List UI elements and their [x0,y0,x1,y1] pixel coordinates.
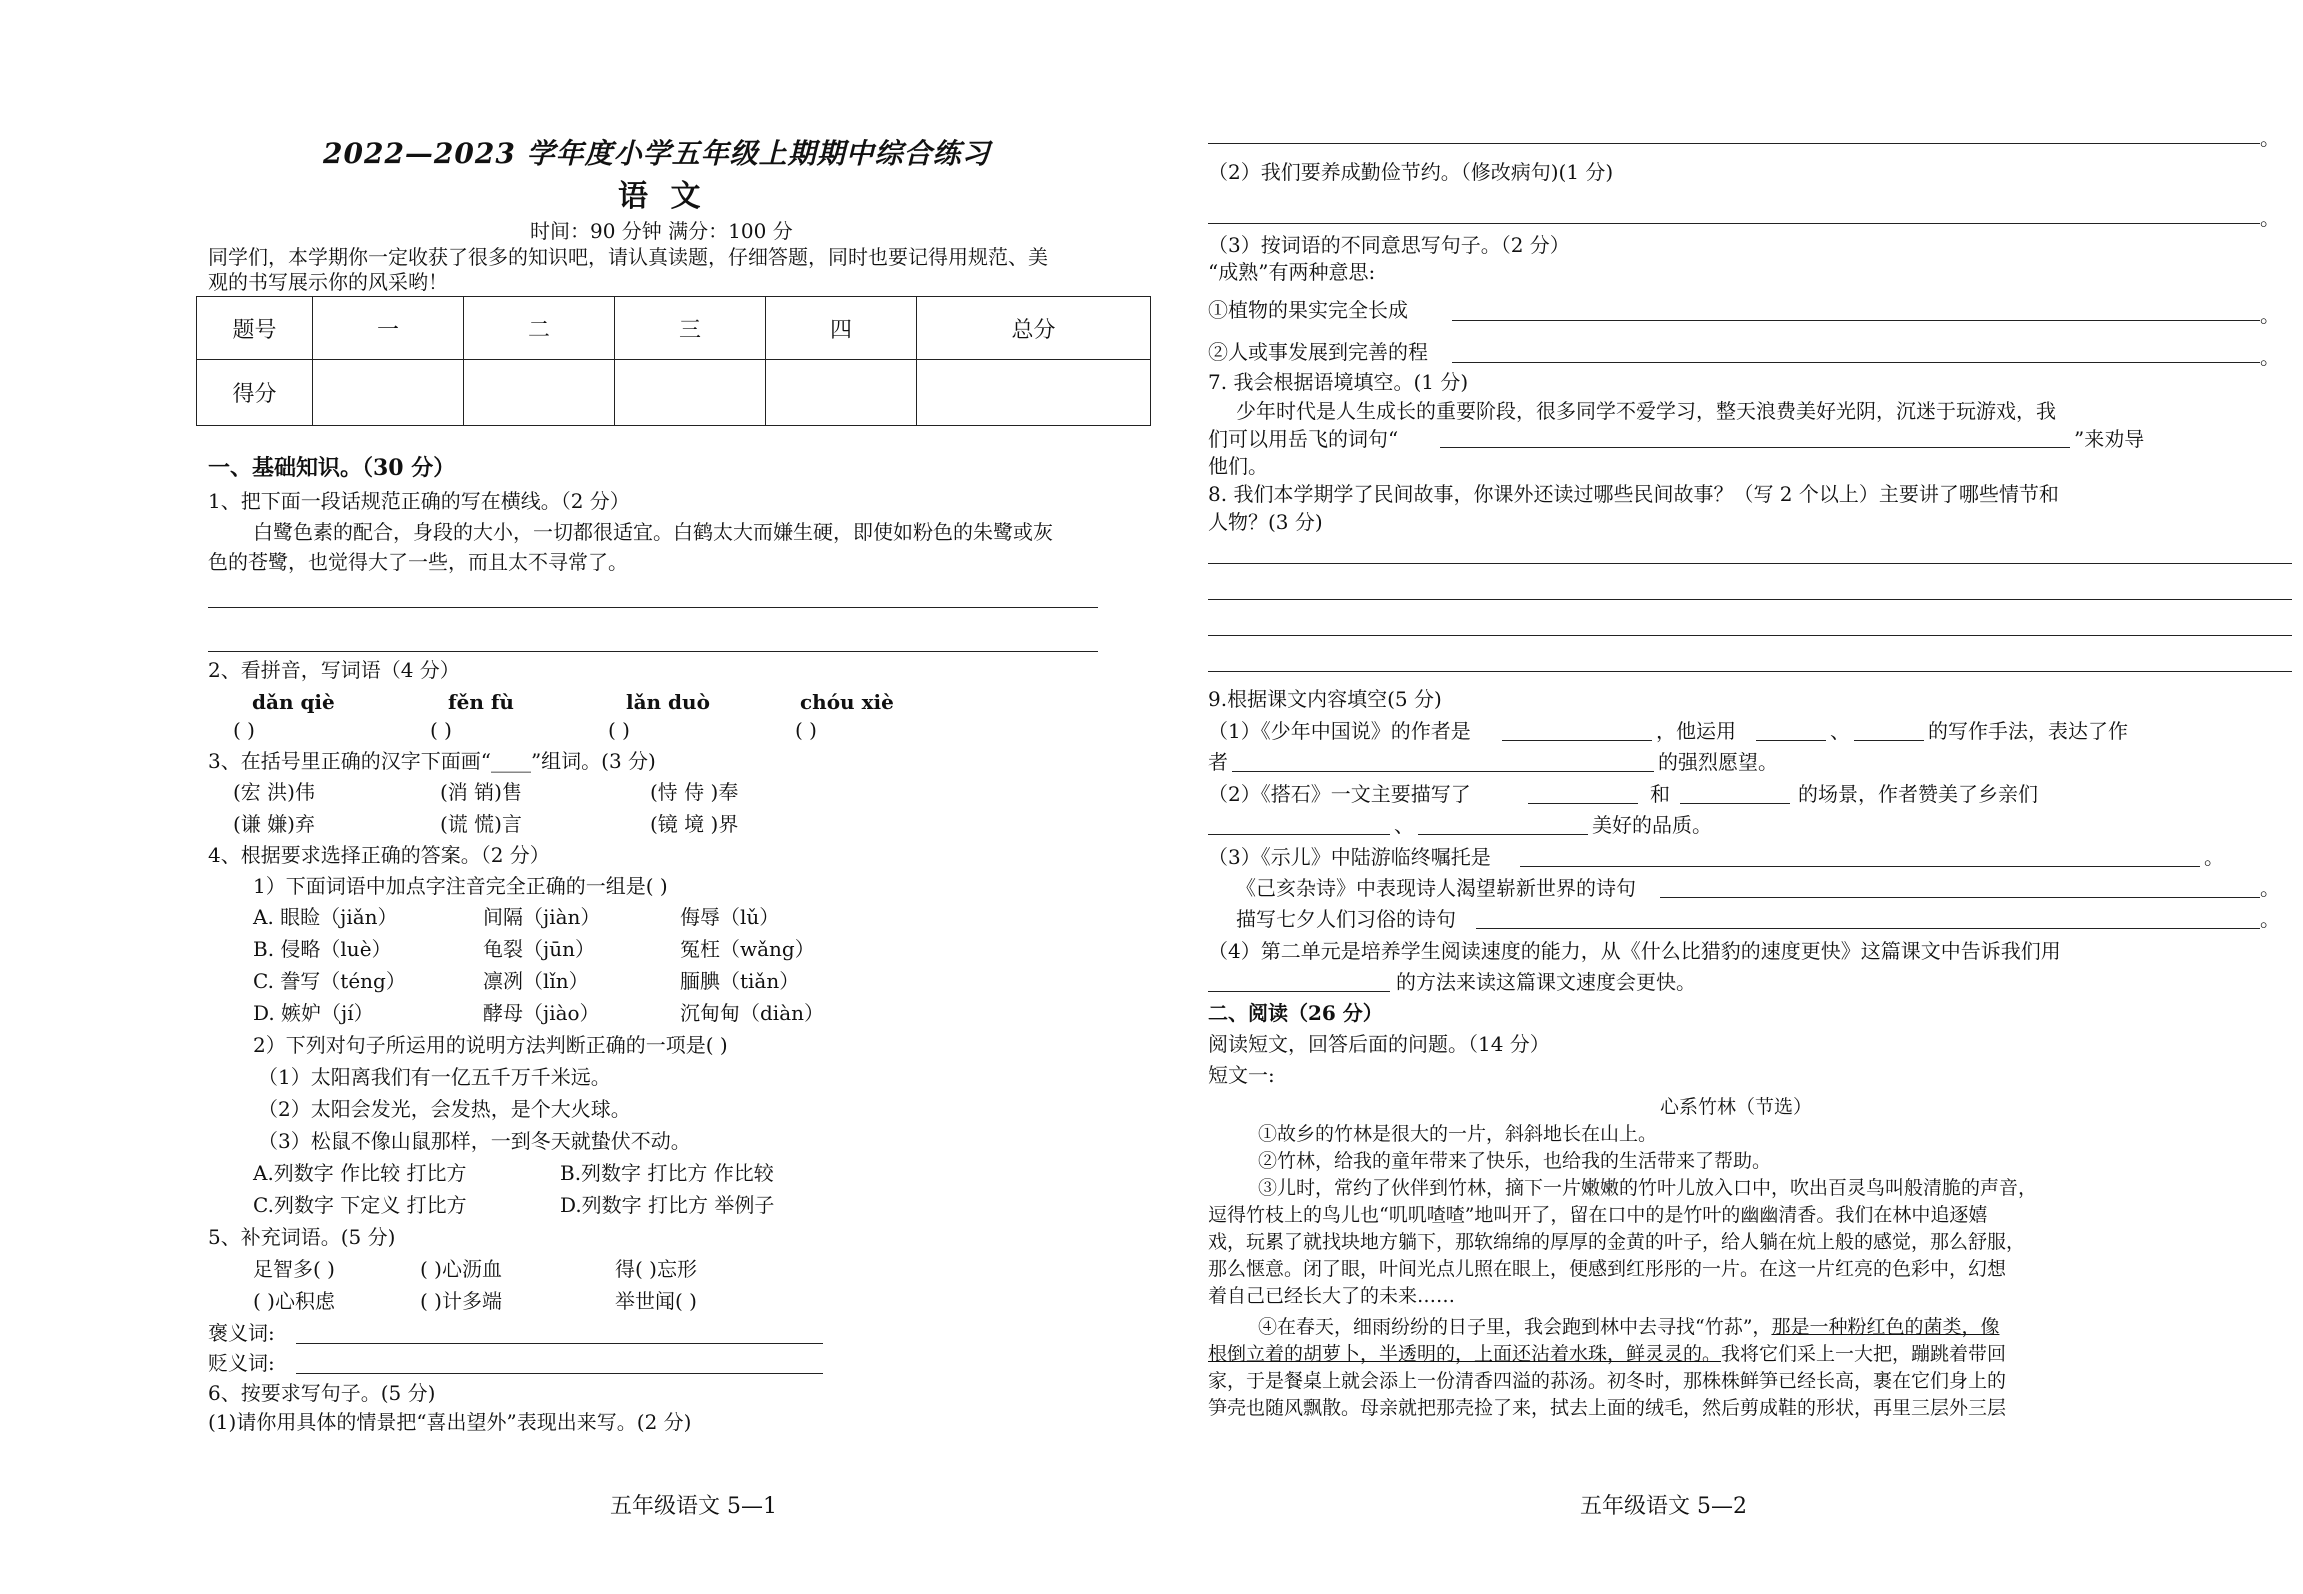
answer-line[interactable] [1452,362,2260,363]
pinyin-1: dǎn qiè [252,690,335,714]
score-header-cell: 一 [313,297,464,360]
score-input-cell[interactable] [464,360,615,426]
essay-line: 家，于是餐桌上就会添上一份清香四溢的荪汤。初冬时，那株株鲜笋已经长高，裹在它们身上的 [1208,1370,2007,1392]
essay-para: ①故乡的竹林是很大的一片，斜斜地长在山上。 [1258,1123,1658,1145]
page-footer-left: 五年级语文 5—1 [610,1494,777,1519]
essay-title: 心系竹林（节选） [1660,1096,1813,1118]
answer-line[interactable] [1660,897,2260,898]
subject-title: 语 文 [618,179,707,214]
q9-1c: 、 [1830,719,1850,743]
q4-prompt: 4、根据要求选择正确的答案。（2 分） [208,843,550,867]
q7-passage-3: 他们。 [1208,454,1268,478]
score-input-cell[interactable] [615,360,766,426]
score-header-cell: 题号 [197,297,313,360]
answer-line[interactable] [208,607,1098,608]
score-header-cell: 总分 [917,297,1151,360]
answer-line[interactable] [1680,803,1790,804]
section-1-heading: 一、基础知识。（30 分） [208,455,456,481]
essay-line: 着自己已经长大了的未来…… [1208,1285,1456,1307]
answer-line[interactable] [1208,223,2260,224]
q3-item[interactable]: (消 销)售 [440,780,522,804]
q3-item[interactable]: (镜 境 )界 [650,812,739,836]
essay-para: ②竹林，给我的童年带来了快乐，也给我的生活带来了帮助。 [1258,1150,1772,1172]
intro-line-1: 同学们，本学期你一定收获了很多的知识吧，请认真读题，仔细答题，同时也要记得用规范、美 [208,245,1048,269]
period-mark: 。 [2260,206,2280,230]
q5-item[interactable]: ( )心沥血 [420,1257,502,1281]
q1-prompt: 1、把下面一段话规范正确的写在横线。（2 分） [208,489,630,513]
answer-line[interactable] [1208,991,1390,992]
score-header-cell: 三 [615,297,766,360]
score-row-label: 得分 [197,360,313,426]
answer-line[interactable] [1232,771,1654,772]
q4-sentence: （2）太阳会发光，会发热，是个大火球。 [258,1097,631,1121]
score-table [196,296,1151,426]
answer-line[interactable] [1208,635,2292,636]
q1-passage-1: 白鹭色素的配合，身段的大小，一切都很适宜。白鹤太大而嫌生硬，即使如粉色的朱鹭或灰 [253,520,1053,544]
q3-prompt: 3、在括号里正确的汉字下面画“____”组词。(3 分) [208,749,656,773]
q5-item[interactable]: ( )心积虑 [253,1289,335,1313]
pinyin-answer-box[interactable]: ( ) [795,718,817,742]
answer-line[interactable] [1208,599,2292,600]
q4-sentence: （1）太阳离我们有一亿五千万千米远。 [258,1065,611,1089]
essay-line: 那么惬意。闭了眼，叶间光点儿照在眼上，便感到红彤彤的一片。在这一片红亮的色彩中，幻想 [1208,1258,2007,1280]
q3-item[interactable]: (谎 慌)言 [440,812,522,836]
q2-prompt: 2、看拼音，写词语（4 分） [208,658,460,682]
q9-1e: 者 [1208,750,1228,774]
q6-prompt: 6、按要求写句子。(5 分) [208,1381,436,1405]
q7-passage-2b: ”来劝导 [2074,427,2145,451]
q4-option[interactable]: C. 誊写（téng） [253,969,406,993]
q9-2b: 和 [1650,782,1670,806]
pinyin-answer-box[interactable]: ( ) [430,718,452,742]
q5-item[interactable]: ( )计多端 [420,1289,502,1313]
answer-line[interactable] [208,651,1098,652]
q4-option-word: 酵母（jiào） [483,1001,600,1025]
answer-line[interactable] [1520,866,2200,867]
period-mark: 。 [2260,345,2280,369]
q6-meaning-1: ①植物的果实完全长成 [1208,298,1408,322]
period-mark: 。 [2260,907,2280,931]
q4-option-word: 侮辱（lǔ） [680,905,780,929]
pinyin-2: fěn fù [448,690,514,714]
q5-item[interactable]: 足智多( ) [253,1257,335,1281]
score-input-cell[interactable] [766,360,917,426]
q4-answer-option[interactable]: C.列数字 下定义 打比方 [253,1193,467,1217]
answer-line[interactable] [296,1343,823,1344]
q4-option-word: 凛冽（lǐn） [483,969,589,993]
q6-sub-2: （2）我们要养成勤俭节约。（修改病句)(1 分) [1208,160,1614,184]
answer-line[interactable] [1528,803,1638,804]
q5-item[interactable]: 得( )忘形 [615,1257,697,1281]
essay-para [1258,1315,1999,1339]
q1-passage-2: 色的苍鹭，也觉得大了一些，而且太不寻常了。 [208,550,628,574]
section-2-heading: 二、阅读（26 分） [1208,1001,1383,1025]
q9-2a: （2）《搭石》一文主要描写了 [1208,782,1471,806]
q4-option[interactable]: D. 嫉妒（jí） [253,1001,374,1025]
q6-sub-3: （3）按词语的不同意思写句子。（2 分） [1208,233,1570,257]
q3-item[interactable]: (宏 洪)伟 [233,780,315,804]
q4-option-word: 沉甸甸（diàn） [680,1001,825,1025]
q6-sub-3-intro: “成熟”有两种意思: [1208,260,1376,284]
q5-derogatory-label: 贬义词: [208,1351,275,1375]
answer-line[interactable] [1208,143,2260,144]
q9-3b: 《己亥杂诗》中表现诗人渴望崭新世界的诗句 [1236,876,1636,900]
answer-line[interactable] [1476,928,2260,929]
q8-prompt-1: 8. 我们本学期学了民间故事，你课外还读过哪些民间故事？（写 2 个以上）主要讲了哪些情节和 [1208,482,2059,506]
q5-commendatory-label: 褒义词: [208,1321,275,1345]
q4-option[interactable]: B. 侵略（luè） [253,937,392,961]
essay-para: ③儿时，常约了伙伴到竹林，摘下一片嫩嫩的竹叶儿放入口中，吹出百灵鸟叫般清脆的声音， [1258,1177,2038,1199]
q4-answer-option[interactable]: A.列数字 作比较 打比方 [253,1161,467,1185]
essay-line [1208,1342,2006,1366]
score-input-cell[interactable] [917,360,1151,426]
answer-line[interactable] [1418,834,1588,835]
essay-line: 笋壳也随风飘散。母亲就把那壳捡了来，拭去上面的绒毛，然后剪成鞋的形状，再里三层外三层 [1208,1397,2007,1419]
q9-2e: 美好的品质。 [1592,813,1712,837]
q4-sub-2: 2）下列对句子所运用的说明方法判断正确的一项是( ) [253,1033,728,1057]
q4-option-word: 冤枉（wǎng） [680,937,815,961]
essay-line: 逗得竹枝上的鸟儿也“叽叽喳喳”地叫开了，留在口中的是竹叶的幽幽清香。我们在林中追逐嬉 [1208,1204,1988,1226]
exam-time: 时间：90 分钟 满分：100 分 [530,219,793,243]
q9-2d: 、 [1394,813,1414,837]
answer-line[interactable] [296,1373,823,1374]
q9-4b: 的方法来读这篇课文速度会更快。 [1396,970,1696,994]
q9-4a: （4）第二单元是培养学生阅读速度的能力，从《什么比猎豹的速度更快》这篇课文中告诉我们用 [1208,939,2061,963]
pinyin-answer-box[interactable]: ( ) [233,718,255,742]
answer-line[interactable] [1502,740,1652,741]
q9-3a: （3）《示儿》中陆游临终嘱托是 [1208,845,1491,869]
essay-underlined: 根倒立着的胡萝卜，半透明的，上面还沾着水珠，鲜灵灵的。 [1208,1343,1722,1365]
q3-item[interactable]: (恃 侍 )奉 [650,780,739,804]
period-mark: 。 [2204,845,2224,869]
q4-option[interactable]: A. 眼睑（jiǎn） [253,905,398,929]
q9-3c: 描写七夕人们习俗的诗句 [1236,907,1456,931]
answer-line[interactable] [1208,834,1390,835]
reading-label: 短文一: [1208,1063,1275,1087]
q4-sub-1: 1）下面词语中加点字注音完全正确的一组是( ) [253,874,668,898]
q9-2c: 的场景，作者赞美了乡亲们 [1798,782,2038,806]
pinyin-answer-box[interactable]: ( ) [608,718,630,742]
pinyin-3: lǎn duò [626,690,710,714]
q4-sentence: （3）松鼠不像山鼠那样，一到冬天就蛰伏不动。 [258,1129,691,1153]
essay-text: 我将它们采上一大把，蹦跳着带回 [1721,1343,2007,1365]
q5-prompt: 5、补充词语。(5 分) [208,1225,396,1249]
q4-option-word: 腼腆（tiǎn） [680,969,800,993]
q3-item[interactable]: (谦 嫌)弃 [233,812,315,836]
essay-underlined: 那是一种粉红色的菌类，像 [1771,1316,2000,1338]
reading-instruction: 阅读短文，回答后面的问题。（14 分） [1208,1032,1550,1056]
score-input-cell[interactable] [313,360,464,426]
q4-answer-option[interactable]: D.列数字 打比方 举例子 [560,1193,775,1217]
q7-passage-2a: 们可以用岳飞的词句“ [1208,427,1399,451]
q4-option-word: 龟裂（jūn） [483,937,595,961]
q4-option-word: 间隔（jiàn） [483,905,601,929]
q6-sub-1: (1)请你用具体的情景把“喜出望外”表现出来写。(2 分) [208,1410,692,1434]
essay-line: 戏，玩累了就找块地方躺下，那软绵绵的厚厚的金黄的叶子，给人躺在炕上般的感觉，那么舒服， [1208,1231,2026,1253]
answer-line[interactable] [1208,563,2292,564]
essay-text: ④在春天，细雨纷纷的日子里，我会跑到林中去寻找“竹荪”， [1258,1316,1772,1338]
q5-item[interactable]: 举世闻( ) [615,1289,697,1313]
period-mark: 。 [2260,126,2280,150]
answer-line[interactable] [1440,447,2070,448]
score-header-cell: 四 [766,297,917,360]
q7-prompt: 7. 我会根据语境填空。(1 分) [1208,370,1469,394]
answer-line[interactable] [1208,671,2292,672]
q4-answer-option[interactable]: B.列数字 打比方 作比较 [560,1161,774,1185]
exam-title: 2022—2023 学年度小学五年级上期期中综合练习 [323,137,991,170]
period-mark: 。 [2260,876,2280,900]
q9-prompt: 9.根据课文内容填空(5 分) [1208,687,1442,711]
intro-line-2: 观的书写展示你的风采哟！ [208,270,448,294]
answer-line[interactable] [1756,740,1826,741]
page-footer-right: 五年级语文 5—2 [1580,1494,1747,1519]
pinyin-4: chóu xiè [800,690,894,714]
period-mark: 。 [2260,303,2280,327]
score-header-cell: 二 [464,297,615,360]
q8-prompt-2: 人物？(3 分) [1208,510,1323,534]
q9-1b: ，他运用 [1656,719,1736,743]
answer-line[interactable] [1854,740,1924,741]
q9-1d: 的写作手法，表达了作 [1928,719,2128,743]
right-page [1150,0,2303,1594]
answer-line[interactable] [1452,320,2260,321]
q7-passage-1: 少年时代是人生成长的重要阶段，很多同学不爱学习，整天浪费美好光阴，沉迷于玩游戏，我 [1236,399,2056,423]
q6-meaning-2: ②人或事发展到完善的程 [1208,340,1428,364]
left-page [0,0,1150,1594]
q9-1f: 的强烈愿望。 [1658,750,1778,774]
q9-1a: （1）《少年中国说》的作者是 [1208,719,1471,743]
